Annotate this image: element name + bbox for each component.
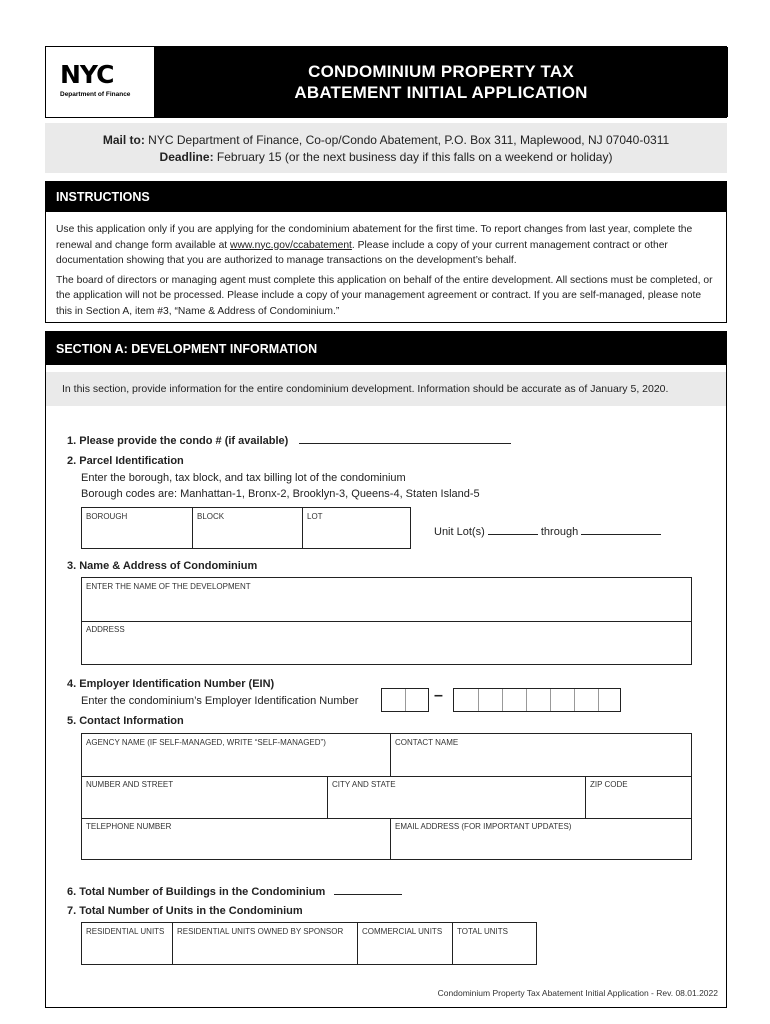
logo-text: NYC bbox=[60, 60, 114, 89]
mail-label: Mail to: bbox=[102, 133, 145, 147]
city-state-field[interactable]: CITY AND STATE bbox=[327, 776, 585, 818]
mail-info-box bbox=[45, 123, 727, 173]
instructions-paragraph-2: The board of directors or managing agent must complete this application on behalf of the entire development. All sections must be completed, or the application will not be processed. Please include a copy of your management agreement or contract. If you are self-managed, please note this in Section A, item #3, “Name & Address of Condominium.” bbox=[56, 274, 713, 317]
footer-revision: Condominium Property Tax Abatement Initial Application - Rev. 08.01.2022 bbox=[437, 988, 718, 998]
title-line-1: CONDOMINIUM PROPERTY TAX bbox=[308, 62, 574, 81]
sponsor-units-field[interactable]: RESIDENTIAL UNITS OWNED BY SPONSOR bbox=[172, 923, 357, 964]
form-title bbox=[154, 47, 728, 117]
question-1-label: 1. Please provide the condo # (if available) bbox=[67, 435, 289, 447]
question-3-label: 3. Name & Address of Condominium bbox=[67, 560, 258, 572]
instructions-body bbox=[46, 212, 726, 319]
total-units-field[interactable]: TOTAL UNITS bbox=[452, 923, 536, 964]
name-address-grid bbox=[81, 577, 692, 665]
email-field[interactable]: EMAIL ADDRESS (FOR IMPORTANT UPDATES) bbox=[390, 818, 691, 859]
instructions-box bbox=[45, 181, 727, 323]
deadline-label: Deadline: bbox=[159, 150, 214, 164]
question-4-label: 4. Employer Identification Number (EIN) bbox=[67, 678, 275, 690]
unit-lot-from-input[interactable] bbox=[488, 524, 538, 535]
question-6 bbox=[67, 882, 402, 900]
deadline-value: February 15 (or the next business day if this falls on a weekend or holiday) bbox=[213, 150, 613, 164]
unit-lots-label: Unit Lot(s) bbox=[434, 526, 485, 538]
block-field[interactable]: BLOCK bbox=[192, 508, 302, 548]
question-1 bbox=[67, 431, 511, 449]
address-field[interactable]: ADDRESS bbox=[86, 625, 125, 634]
development-name-field[interactable]: ENTER THE NAME OF THE DEVELOPMENT bbox=[86, 582, 251, 591]
question-2-label: 2. Parcel Identification bbox=[67, 455, 184, 467]
question-7-label: 7. Total Number of Units in the Condominium bbox=[67, 905, 303, 917]
contact-name-field[interactable]: CONTACT NAME bbox=[390, 734, 691, 776]
ein-dash: – bbox=[434, 687, 443, 704]
total-buildings-input[interactable] bbox=[334, 884, 402, 895]
section-a bbox=[45, 331, 727, 1008]
logo-subtitle: Department of Finance bbox=[60, 91, 131, 98]
question-4-line: Enter the condominium’s Employer Identification Number bbox=[81, 695, 359, 707]
ccabatement-link[interactable]: www.nyc.gov/ccabatement bbox=[230, 239, 352, 251]
contact-grid bbox=[81, 733, 692, 860]
through-label: through bbox=[540, 526, 579, 538]
commercial-units-field[interactable]: COMMERCIAL UNITS bbox=[357, 923, 452, 964]
question-2-line-1: Enter the borough, tax block, and tax billing lot of the condominium bbox=[81, 472, 406, 484]
instructions-heading: INSTRUCTIONS bbox=[46, 182, 726, 212]
instructions-paragraph-1: Use this application only if you are applying for the condominium abatement for the first time. To report changes from last year, complete the renewal and change form available at www.nyc.gov/ccabatement. Please include a copy of your current management contract or other documentation showing that you are authorized to manage transactions on the development’s behalf. bbox=[56, 224, 693, 266]
question-2-line-2: Borough codes are: Manhattan-1, Bronx-2, Brooklyn-3, Queens-4, Staten Island-5 bbox=[81, 488, 480, 500]
question-5-label: 5. Contact Information bbox=[67, 715, 184, 727]
nyc-logo bbox=[46, 47, 154, 117]
mail-value: NYC Department of Finance, Co-op/Condo Abatement, P.O. Box 311, Maplewood, NJ 07040-0311 bbox=[144, 133, 670, 147]
parcel-grid bbox=[81, 507, 411, 549]
unit-lot-to-input[interactable] bbox=[581, 524, 661, 535]
lot-field[interactable]: LOT bbox=[302, 508, 410, 548]
street-field[interactable]: NUMBER AND STREET bbox=[86, 780, 174, 789]
telephone-field[interactable]: TELEPHONE NUMBER bbox=[86, 822, 172, 831]
borough-field[interactable]: BOROUGH bbox=[86, 512, 128, 521]
ein-prefix-input[interactable] bbox=[381, 688, 429, 712]
zip-code-field[interactable]: ZIP CODE bbox=[585, 776, 691, 818]
title-line-2: ABATEMENT INITIAL APPLICATION bbox=[294, 83, 588, 102]
section-a-note: In this section, provide information for the entire condominium development. Information should be accurate as of January 5, 2020. bbox=[46, 372, 726, 406]
ein-suffix-input[interactable] bbox=[453, 688, 621, 712]
agency-name-field[interactable]: AGENCY NAME (IF SELF-MANAGED, WRITE “SELF-MANAGED”) bbox=[86, 738, 326, 747]
condo-number-input[interactable] bbox=[299, 433, 511, 444]
question-6-label: 6. Total Number of Buildings in the Condominium bbox=[67, 886, 326, 898]
unit-lots-row bbox=[434, 524, 661, 538]
residential-units-field[interactable]: RESIDENTIAL UNITS bbox=[86, 927, 165, 936]
form-header bbox=[45, 46, 727, 118]
section-a-heading: SECTION A: DEVELOPMENT INFORMATION bbox=[46, 332, 726, 365]
units-grid bbox=[81, 922, 537, 965]
